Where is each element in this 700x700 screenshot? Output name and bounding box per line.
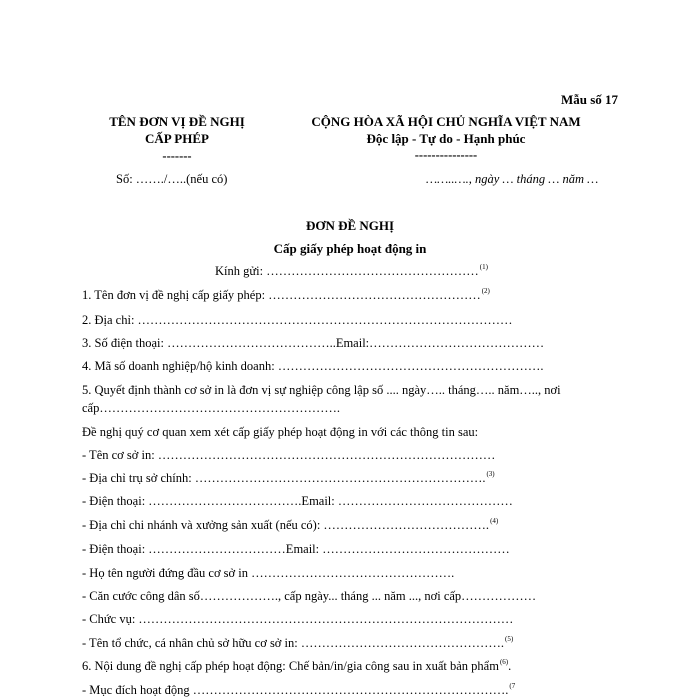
detail-print-facility-name: - Tên cơ sở in: ……………………………………………………………………… — [82, 448, 496, 462]
document-number: Số: ……./…..(nếu có) — [116, 172, 228, 186]
detail-purpose — [82, 683, 515, 698]
date-line: ……..…., ngày … tháng … năm … — [426, 172, 599, 186]
detail-branch-text: - Địa chỉ chi nhánh và xưởng sản xuất (nếu có): …………………………………. — [82, 518, 490, 532]
detail-head-office-text: - Địa chỉ trụ sở chính: ……………………………………………………………. — [82, 471, 486, 485]
footnote-7: (7 — [509, 682, 516, 690]
detail-phone-email-1: - Điện thoại: ……………………………….Email: …………………………………… — [82, 494, 513, 508]
item-1 — [82, 288, 490, 303]
footnote-1: (1) — [479, 263, 488, 271]
footnote-3: (3) — [486, 470, 495, 478]
footnote-6: (6) — [499, 658, 509, 666]
item-6-text: 6. Nội dung đề nghị cấp phép hoạt động: Chế bản/in/gia công sau in xuất bản phẩm — [82, 659, 499, 673]
item-5-line1: 5. Quyết định thành cơ sở in là đơn vị sự nghiệp công lập số .... ngày….. tháng….. năm….., nơi — [82, 383, 561, 397]
detail-owner — [82, 636, 513, 651]
recipient-line — [215, 264, 488, 279]
left-divider: ------- — [162, 149, 192, 163]
detail-id-card: - Căn cước công dân số………………., cấp ngày... tháng ... năm ..., nơi cấp……………… — [82, 589, 537, 603]
footnote-5: (5) — [505, 635, 514, 643]
item-5-line2: cấp…………………………………………………. — [82, 401, 340, 415]
national-motto: Độc lập - Tự do - Hạnh phúc — [366, 131, 526, 146]
document-title: ĐƠN ĐỀ NGHỊ — [305, 218, 395, 233]
item-4: 4. Mã số doanh nghiệp/hộ kinh doanh: ………………………………………………………. — [82, 359, 544, 373]
detail-branch-address — [82, 518, 498, 533]
detail-phone-email-2: - Điện thoại: ……………………………Email: ……………………………………… — [82, 542, 510, 556]
request-intro: Đề nghị quý cơ quan xem xét cấp giấy phép hoạt động in với các thông tin sau: — [82, 425, 479, 439]
recipient-text: Kính gửi: …………………………………………… — [215, 264, 479, 278]
form-code: Mẫu số 17 — [560, 92, 618, 107]
detail-head-office-address — [82, 471, 495, 486]
agency-name-line2: CẤP PHÉP — [145, 131, 209, 146]
item-6 — [82, 659, 511, 674]
document-subtitle: Cấp giấy phép hoạt động in — [273, 241, 427, 256]
agency-name-line1: TÊN ĐƠN VỊ ĐỀ NGHỊ — [109, 114, 245, 129]
detail-owner-text: - Tên tổ chức, cá nhân chủ sở hữu cơ sở in: …………………………………………. — [82, 636, 504, 650]
detail-position: - Chức vụ: ……………………………………………………………………………… — [82, 612, 514, 626]
footnote-4: (4) — [490, 517, 499, 525]
item-1-text: 1. Tên đơn vị đề nghị cấp giấy phép: …………………………………………… — [82, 288, 481, 302]
detail-head-person: - Họ tên người đứng đầu cơ sở in …………………………………………. — [82, 566, 455, 580]
right-divider: --------------- — [414, 148, 478, 162]
national-title: CỘNG HÒA XÃ HỘI CHỦ NGHĨA VIỆT NAM — [311, 114, 581, 129]
item-3: 3. Số điện thoại: …………………………………..Email:…………………………………… — [82, 336, 545, 350]
item-6-tail: . — [508, 659, 512, 673]
item-2: 2. Địa chỉ: ……………………………………………………………………………… — [82, 313, 513, 327]
footnote-2: (2) — [481, 287, 490, 295]
detail-purpose-text: - Mục đích hoạt động …………………………………………………………………. — [82, 683, 509, 697]
